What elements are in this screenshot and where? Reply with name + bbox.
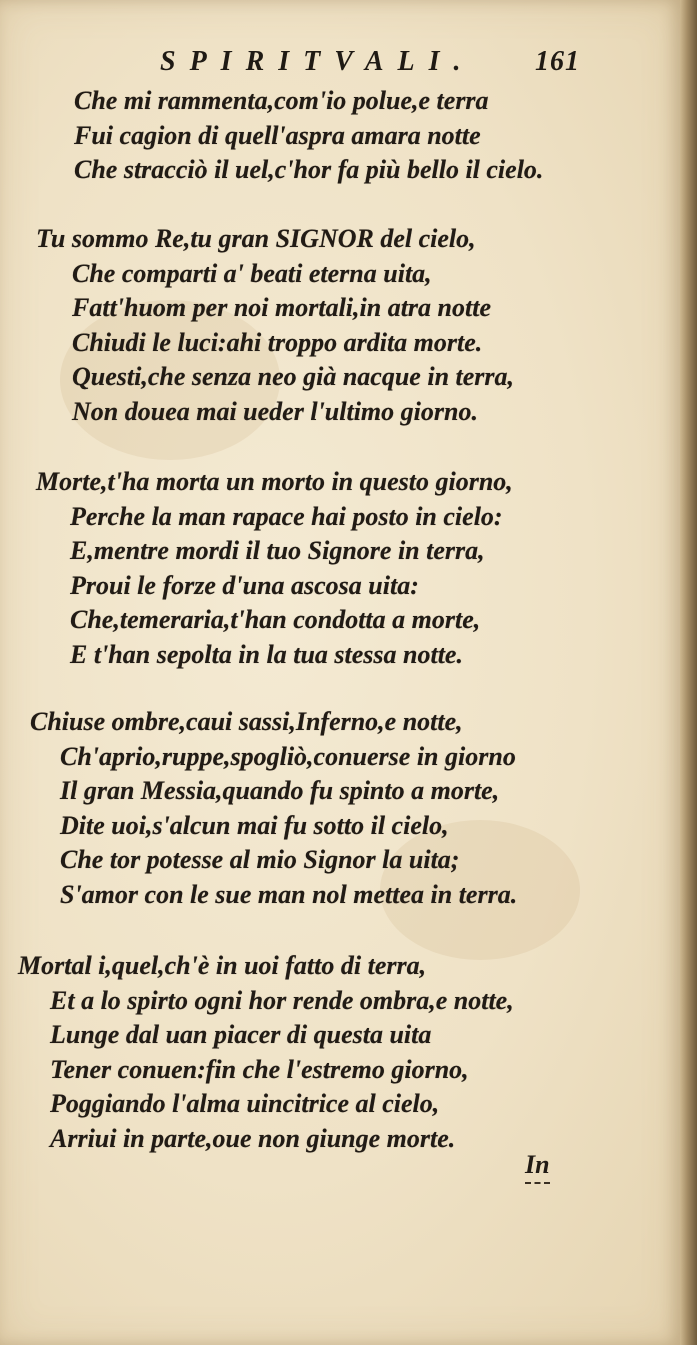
verse-line: Che mi rammenta,com'io polue,e terra xyxy=(74,86,489,115)
verse-line: Che comparti a' beati eterna uita, xyxy=(72,258,432,288)
verse-line: Mortal i,quel,ch'è in uoi fatto di terra, xyxy=(18,951,427,980)
verse-line: Questi,che senza neo già nacque in terra, xyxy=(72,362,515,392)
verse-line: Poggiando l'alma uincitrice al cielo, xyxy=(50,1089,440,1119)
verse-line: Che tor potesse al mio Signor la uita; xyxy=(60,845,460,875)
stanza-2 xyxy=(36,222,514,430)
verse-line: Dite uoi,s'alcun mai fu sotto il cielo, xyxy=(60,810,449,840)
verse-line: Et a lo spirto ogni hor rende ombra,e notte, xyxy=(50,985,514,1015)
verse-line: Arriui in parte,oue non giunge morte. xyxy=(50,1123,456,1153)
page-edge xyxy=(680,0,697,1345)
verse-line: Chiuse ombre,caui sassi,Inferno,e notte, xyxy=(30,707,463,736)
verse-line: Che,temeraria,t'han condotta a morte, xyxy=(70,605,481,635)
verse-line: Fatt'huom per noi mortali,in atra notte xyxy=(72,293,491,323)
verse-line: Morte,t'ha morta un morto in questo giorno, xyxy=(36,467,513,496)
catchword: In xyxy=(525,1150,550,1184)
verse-line: S'amor con le sue man nol mettea in terra. xyxy=(60,879,518,909)
verse-line: E t'han sepolta in la tua stessa notte. xyxy=(70,639,463,669)
stanza-1 xyxy=(74,84,543,188)
verse-line: Ch'aprio,ruppe,spogliò,conuerse in giorno xyxy=(60,741,516,771)
verse-line: Perche la man rapace hai posto in cielo: xyxy=(70,501,503,531)
verse-line: Proui le forze d'una ascosa uita: xyxy=(70,570,419,600)
verse-line: Che stracciò il uel,c'hor fa più bello il cielo. xyxy=(74,155,544,185)
stanza-5 xyxy=(18,949,514,1157)
page-header xyxy=(160,46,590,86)
page-number: 161 xyxy=(535,46,580,77)
verse-line: E,mentre mordi il tuo Signore in terra, xyxy=(70,536,485,566)
stanza-3 xyxy=(36,465,513,673)
stanza-4 xyxy=(30,705,517,913)
verse-line: Chiudi le luci:ahi troppo ardita morte. xyxy=(72,327,483,357)
verse-line: Tener conuen:fin che l'estremo giorno, xyxy=(50,1054,469,1084)
verse-line: Il gran Messia,quando fu spinto a morte, xyxy=(60,776,500,806)
verse-line: Non douea mai ueder l'ultimo giorno. xyxy=(72,396,478,426)
verse-line: Tu sommo Re,tu gran SIGNOR del cielo, xyxy=(36,224,476,253)
running-title: SPIRITVALI. xyxy=(160,46,475,77)
verse-line: Lunge dal uan piacer di questa uita xyxy=(50,1020,432,1050)
verse-line: Fui cagion di quell'aspra amara notte xyxy=(74,120,481,150)
